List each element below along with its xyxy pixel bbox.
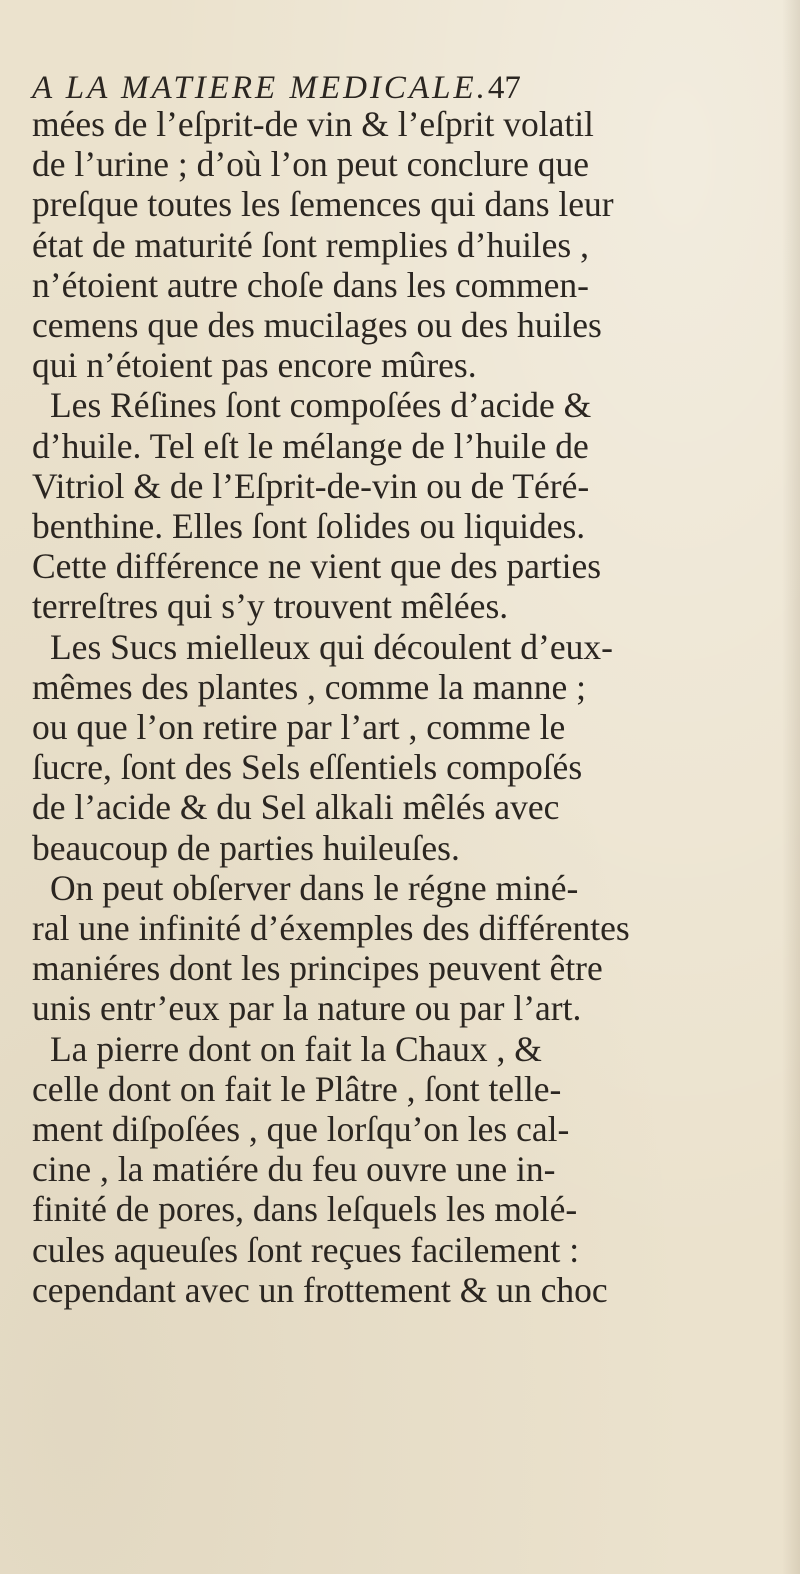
running-title: A LA MATIERE MEDICALE. <box>32 70 488 106</box>
text-line: cemens que des mucilages ou des huiles <box>32 305 602 346</box>
text-line: cules aqueuſes ſont reçues facilement : <box>32 1229 580 1270</box>
text-line: unis entr’eux par la nature ou par l’art. <box>32 988 582 1029</box>
text-line: de l’acide & du Sel alkali mêlés avec <box>32 787 560 828</box>
text-line: de l’urine ; d’où l’on peut conclure que <box>32 144 589 185</box>
page-number: 47 <box>487 70 521 106</box>
text-line: maniéres dont les principes peuvent être <box>32 948 603 989</box>
text-line: La pierre dont on fait la Chaux , & <box>50 1028 542 1069</box>
text-line: Les Réſines ſont compoſées d’acide & <box>50 385 592 426</box>
text-line: Vitriol & de l’Eſprit-de-vin ou de Téré- <box>32 465 590 506</box>
text-line: mêmes des plantes , comme la manne ; <box>32 666 587 707</box>
text-line: terreſtres qui s’y trouvent mêlées. <box>32 586 509 627</box>
text-line: benthine. Elles ſont ſolides ou liquides. <box>32 506 586 547</box>
text-line: d’huile. Tel eſt le mélange de l’huile de <box>32 425 589 466</box>
text-line: cine , la matiére du feu ouvre une in- <box>32 1149 556 1190</box>
text-line: On peut obſerver dans le régne miné- <box>50 867 579 908</box>
text-line: celle dont on fait le Plâtre , ſont telle- <box>32 1068 562 1109</box>
text-line: n’étoient autre choſe dans les commen- <box>32 264 589 305</box>
text-line: ral une infinité d’éxemples des différentes <box>32 908 630 949</box>
text-line: état de maturité ſont remplies d’huiles , <box>32 224 589 265</box>
text-line: ſucre, ſont des Sels eſſentiels compoſés <box>32 747 583 788</box>
text-line: Cette différence ne vient que des parties <box>32 546 602 587</box>
text-line: ment diſpoſées , que lorſqu’on les cal- <box>32 1109 570 1150</box>
running-head <box>32 68 792 108</box>
text-line: qui n’étoient pas encore mûres. <box>32 345 477 386</box>
text-line: beaucoup de parties huileuſes. <box>32 827 460 868</box>
text-line: cependant avec un frottement & un choc <box>32 1269 608 1310</box>
body-text <box>32 104 792 1310</box>
text-line: ou que l’on retire par l’art , comme le <box>32 707 566 748</box>
text-line: Les Sucs mielleux qui découlent d’eux- <box>50 626 613 667</box>
text-line: mées de l’eſprit-de vin & l’eſprit volatil <box>32 104 594 144</box>
text-line: preſque toutes les ſemences qui dans leur <box>32 184 614 225</box>
text-line: finité de pores, dans leſquels les molé- <box>32 1189 578 1230</box>
